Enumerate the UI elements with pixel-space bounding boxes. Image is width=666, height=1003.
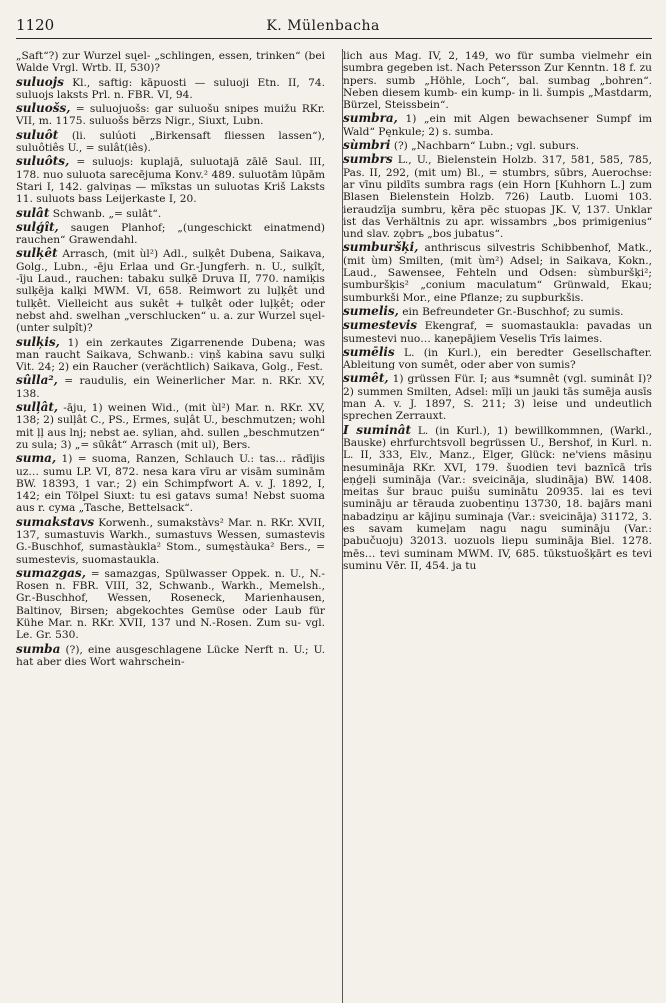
entry-text: L. (in Kurl.), ein beredter Gesellschafter. Ableitung von sumêt, oder aber von sumis? — [343, 346, 652, 372]
entry-headword: sùmbri — [343, 138, 391, 153]
entry-headword: sûlla², — [16, 373, 58, 388]
entry-text: Arrasch, (mit ùl²) Adl., sulķêt Dubena, Saikava, Golg., Lubn., -ēju Erlaa und Gr.-Jungferh. n. U., sulķît, -īju Laud., rauchen: tabaku sulķē Druva II, 770. namiķis sulķēja kalķi MWM. VI, 658. Reimwort zu luļķêt und tulķêt. Vielleicht aus sukêt + tulķêt oder luļķêt; oder nebst ahd. swelhan „verschlucken“ u. a. zur Wurzel sųel- (unter sulpît)? — [16, 248, 325, 335]
entry-headword: sulģît, — [16, 219, 59, 234]
entry-headword: sumestevis — [343, 318, 418, 333]
page-header — [16, 16, 652, 39]
entry-headword: suluojs — [16, 74, 64, 89]
dictionary-entry — [16, 76, 325, 102]
running-head: K. Mülenbacha — [266, 18, 380, 34]
dictionary-entry — [16, 374, 325, 400]
entry-headword: sumelis, — [343, 303, 399, 318]
entry-headword: sulķis, — [16, 334, 60, 349]
entry-headword: sumēlis — [343, 344, 395, 359]
entry-text: = raudulis, ein Weinerlicher Mar. n. RKr. XV, 138. — [16, 375, 325, 400]
entry-text: ein Befreundeter Gr.-Buschhof; zu sumis. — [402, 305, 624, 318]
column-divider — [342, 49, 343, 1003]
entry-text: Ekengraf, = suomastaukla: pavadas un sumestevi nuo… kaņepājiem Veselis Trīs laimes. — [343, 320, 652, 345]
entry-text: „Saft“?) zur Wurzel sųel- „schlingen, essen, trinken“ (bei Walde Vrgl. Wrtb. II, 530)? — [16, 50, 325, 75]
dictionary-entry — [16, 567, 325, 642]
dictionary-entry — [16, 452, 325, 514]
entry-headword: suluôts, — [16, 154, 70, 169]
entry-headword: sumakstavs — [16, 514, 95, 529]
entry-text: 1) ein zerkautes Zigarrenende Dubena; was man raucht Saikava, Schwanb.: viņš kabina savu sulķi Vit. 24; 2) ein Raucher (verächtlich) Saikava, Golg., Fest. — [16, 336, 326, 374]
entry-text: Korwenh., sumakstàvs² Mar. n. RKr. XVII, 137, sumastuvis Warkh., sumastuvs Wessen, sumastevis G.-Buschhof, sumastàukla² Stom., sumęstàuka² Bers., = sumestevis, suomastaukla. — [16, 516, 325, 566]
entry-headword: sumba — [16, 641, 61, 656]
dictionary-entry — [343, 112, 652, 138]
entry-headword: suluošs, — [16, 101, 71, 116]
entry-headword: sumbrs — [343, 152, 393, 167]
left-column — [16, 49, 333, 1003]
entry-text: = samazgas, Spülwasser Oppek. n. U., N.-Rosen n. FBR. VIII, 32, Schwanb., Warkh., Memelsh., Gr.-Buschhof, Wessen, Roseneck, Marienhausen, Baltinov, Birsen; abgekochtes Gemüse oder Laub für Kühe Mar. n. RKr. XVII, 137 und N.-Rosen. Zum su- vgl. Le. Gr. 530. — [16, 567, 325, 642]
dictionary-entry — [16, 401, 325, 451]
entry-text: L., U., Bielenstein Holzb. 317, 581, 585, 785, Pas. II, 292, (mit um) Bl., = stumbrs, sūbrs, Auerochse: ar vīnu pildīts sumbra rags (ein Horn [Kuhhorn L.] zum Blasen Bielenstein Holzb. 726) Lautb. Luomi 103. ieraudzīja sumbru, ķēra pēc stuopas JK. V, 137. Unklar ist das Verhältnis zu apr. wissambrs „bos primigenius“ und slav. zǫbrъ „bos jubatus“. — [343, 154, 652, 241]
entry-headword: sumburšķi, — [343, 240, 419, 255]
entry-headword: I suminât — [343, 422, 412, 437]
dictionary-entry — [16, 643, 325, 669]
dictionary-entry — [16, 336, 325, 374]
entry-headword: sulât — [16, 205, 50, 220]
dictionary-entry — [16, 221, 325, 247]
entry-text: 1) grüssen Für. I; aus *sumnêt (vgl. suminât I)? 2) summen Smilten, Adsel: mīļi un jauki tās sumēja ausīs man A. v. J. 1897, S. 211; 3) leise und undeutlich sprechen Zerrauxt. — [343, 373, 652, 423]
entry-text: lich aus Mag. IV, 2, 149, wo für sumba vielmehr ein sumbra gegeben ist. Nach Petersson Zur Kenntn. 18 f. zu npers. sumb „Höhle, Loch“, bal. sumbag „bohren“. Neben diesem kumb- ein kump- in li. šumpis „Mastdarm, Bürzel, Steissbein“. — [343, 50, 652, 112]
entry-headword: sumbra, — [343, 111, 398, 126]
entry-headword: suma, — [16, 451, 57, 466]
dictionary-entry — [343, 139, 652, 152]
dictionary-entry — [343, 305, 652, 318]
dictionary-entry — [343, 319, 652, 345]
dictionary-entry — [343, 346, 652, 372]
dictionary-entry — [343, 424, 652, 573]
entry-text: anthriscus silvestris Schibbenhof, Matk., (mit ùm) Smilten, (mit ùm²) Adsel; in Saikava, Kokn., Laud., Sawensee, Fehteln und Odsen: sùmburšķi²; sumburšķis² „conium maculatum“ Grünwald, Ekau; sumburkši Mor., eine Pflanze; zu supburkšis. — [343, 242, 652, 304]
dictionary-entry — [16, 102, 325, 128]
entry-headword: sumêt, — [343, 371, 389, 386]
entry-text: Kl., saftig: kāpuosti — suluoji Etn. II, 74. suluojs laksts Prl. n. FBR. VI, 94. — [16, 76, 325, 101]
dictionary-entry — [343, 372, 652, 422]
dictionary-entry — [16, 49, 325, 75]
entry-text: -āju, 1) weinen Wid., (mit ùl²) Mar. n. RKr. XV, 138; 2) sulļât C., PS., Ermes, suļât U., beschmutzen; wohl mit ļļ aus lnj; nebst ae. sylian, ahd. sullen „beschmutzen“ zu sula; 3) „= sūkât“ Arrasch (mit ul), Bers. — [16, 402, 325, 451]
dictionary-entry — [343, 241, 652, 303]
entry-text: saugen Planhof; „(ungeschickt einatmend) rauchen“ Grawendahl. — [16, 221, 325, 247]
entry-headword: sulļât, — [16, 400, 59, 415]
entry-text: = suluojs: kuplajā, suluotajā zālē Saul. III, 178. nuo suluota sarecējuma Konv.² 489. suluotām lūpām Stari I, 142. galviņas — mīkstas un suluotas Kriš Laksts 11. suluots bass Leijerkaste I, 20. — [16, 156, 325, 206]
dictionary-entry — [16, 207, 325, 220]
entry-headword: suluôt — [16, 127, 59, 142]
dictionary-entry — [16, 516, 325, 566]
dictionary-entry — [343, 49, 652, 111]
dictionary-entry — [16, 129, 325, 155]
entry-text: Schwanb. „= sulât“. — [52, 207, 162, 220]
dictionary-entry — [16, 247, 325, 334]
text-columns — [16, 49, 652, 1003]
entry-text: 1) = suoma, Ranzen, Schlauch U.: tas… rādījis uz… sumu LP. VI, 872. nesa kara vīru ar visām suminām BW. 18393, 1 var.; 2) ein Schimpfwort A. v. J. 1892, I, 142; ein Tölpel Siuxt: tu esi gatavs suma! Nebst suoma aus r. сума „Tasche, Bettelsack“. — [16, 453, 325, 515]
entry-headword: sulķêt — [16, 246, 58, 261]
entry-text: (?) „Nachbarn“ Lubn.; vgl. suburs. — [393, 140, 580, 153]
dictionary-entry — [343, 153, 652, 240]
entry-text: (li. sulúoti „Birkensaft fliessen lassen“), suluôtiês U., = sulât(iês). — [16, 129, 325, 155]
dictionary-entry — [16, 155, 325, 205]
right-column — [333, 49, 652, 1003]
entry-headword: sumazgas, — [16, 565, 86, 580]
entry-text: (?), eine ausgeschlagene Lücke Nerft n. U.; U. hat aber dies Wort wahrschein- — [16, 643, 326, 668]
entry-text: L. (in Kurl.), 1) bewillkommnen, (Warkl., Bauske) ehrfurchtsvoll begrüssen U., Bershof, in Kurl. n. L. II, 333, Elv., Manz., Elger, Glück: ne'viens māsiņu nesumināja RKr. XVI, 179. šuodien tevi baznīcā trīs eņģeļi sumināja (Var.: sveicināja, sludināja) BW. 1408. meitas šur brauc puišu suminātu 20935. lai es tevi sumināju ar tērauda zuobentiņu 13730, 18. bajārs mani nabadziņu ar kājiņu suminaja (Var.: sveicināja) 31172, 3. es savam kumeļam nagu nagu sumināju (Var.: pabučuoju) 32013. uozuols liepu sumināja Biel. 1278. mēs… tevi suminam MWM. IV, 685. tūkstuošķārt es tevi suminu Vēr. II, 454. ja tu — [343, 424, 652, 572]
entry-text: 1) „ein mit Algen bewachsener Sumpf im Wald“ Pęnkule; 2) s. sumba. — [343, 113, 652, 138]
page-number: 1120 — [16, 16, 55, 34]
entry-text: = suluojuošs: gar suluošu snipes muižu RKr. VII, m. 1175. suluošs bērzs Nigr., Siuxt, Lubn. — [16, 103, 325, 128]
